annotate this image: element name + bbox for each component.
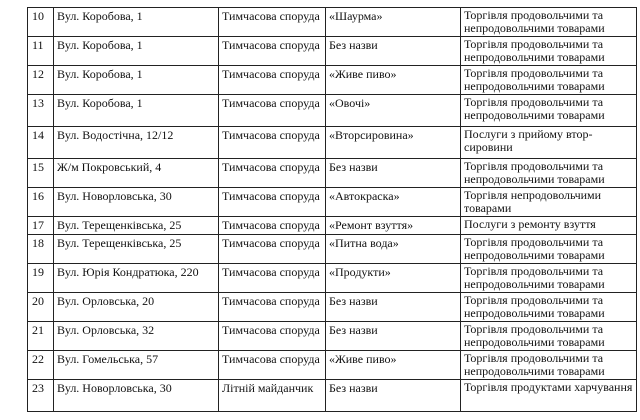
row-number: 17 [28, 217, 54, 235]
row-number: 10 [28, 8, 54, 37]
object-name-cell: Без назви [326, 380, 461, 412]
activity-cell: Торгівля продовольчими та непродовольчими товарами [461, 235, 637, 264]
row-number: 14 [28, 127, 54, 159]
object-name-cell: «Овочі» [326, 95, 461, 127]
table-row [28, 66, 637, 95]
structure-type-cell: Тимчасова споруда [219, 37, 326, 66]
activity-cell: Торгівля продовольчими та непродовольчими товарами [461, 322, 637, 351]
activity-cell: Торгівля продовольчими та непродовольчими товарами [461, 293, 637, 322]
table-row [28, 159, 637, 188]
structure-type-cell: Тимчасова споруда [219, 322, 326, 351]
address-cell: Вул. Коробова, 1 [54, 66, 219, 95]
structure-type-cell: Тимчасова споруда [219, 188, 326, 217]
object-name-cell: Без назви [326, 293, 461, 322]
object-name-cell: Без назви [326, 159, 461, 188]
activity-cell: Торгівля продовольчими та непродовольчими товарами [461, 37, 637, 66]
table-row [28, 264, 637, 293]
activity-cell: Торгівля продовольчими та непродовольчими товарами [461, 159, 637, 188]
activity-cell: Торгівля непродовольчими товарами [461, 188, 637, 217]
table-row [28, 380, 637, 412]
object-name-cell: «Вторсировина» [326, 127, 461, 159]
row-number: 13 [28, 95, 54, 127]
table-row [28, 37, 637, 66]
activity-cell: Торгівля продовольчими та непродовольчими товарами [461, 351, 637, 380]
structure-type-cell: Тимчасова споруда [219, 217, 326, 235]
address-cell: Вул. Орловська, 20 [54, 293, 219, 322]
object-name-cell: «Питна вода» [326, 235, 461, 264]
table-row [28, 322, 637, 351]
structure-type-cell: Тимчасова споруда [219, 66, 326, 95]
table-body [28, 8, 637, 412]
activity-cell: Торгівля продовольчими та непродовольчими товарами [461, 66, 637, 95]
activity-cell: Послуги з ремонту взуття [461, 217, 637, 235]
address-cell: Вул. Новорловська, 30 [54, 188, 219, 217]
row-number: 20 [28, 293, 54, 322]
table-row [28, 351, 637, 380]
structure-type-cell: Тимчасова споруда [219, 264, 326, 293]
address-cell: Вул. Юрія Кондратюка, 220 [54, 264, 219, 293]
row-number: 15 [28, 159, 54, 188]
table-row [28, 217, 637, 235]
object-name-cell: «Продукти» [326, 264, 461, 293]
object-name-cell: «Ремонт взуття» [326, 217, 461, 235]
structure-type-cell: Тимчасова споруда [219, 95, 326, 127]
address-cell: Вул. Коробова, 1 [54, 8, 219, 37]
table-row [28, 235, 637, 264]
structure-type-cell: Літній майданчик [219, 380, 326, 412]
row-number: 16 [28, 188, 54, 217]
object-name-cell: Без назви [326, 37, 461, 66]
structure-type-cell: Тимчасова споруда [219, 293, 326, 322]
row-number: 19 [28, 264, 54, 293]
object-name-cell: «Живе пиво» [326, 351, 461, 380]
locations-table [27, 7, 637, 412]
row-number: 11 [28, 37, 54, 66]
address-cell: Вул. Водостічна, 12/12 [54, 127, 219, 159]
object-name-cell: «Шаурма» [326, 8, 461, 37]
object-name-cell: «Автокраска» [326, 188, 461, 217]
row-number: 21 [28, 322, 54, 351]
structure-type-cell: Тимчасова споруда [219, 127, 326, 159]
activity-cell: Послуги з прийому втор-сировини [461, 127, 637, 159]
address-cell: Вул. Гомельська, 57 [54, 351, 219, 380]
activity-cell: Торгівля продовольчими та непродовольчими товарами [461, 264, 637, 293]
activity-cell: Торгівля продовольчими та непродовольчими товарами [461, 8, 637, 37]
address-cell: Ж/м Покровський, 4 [54, 159, 219, 188]
object-name-cell: Без назви [326, 322, 461, 351]
address-cell: Вул. Терещенківська, 25 [54, 235, 219, 264]
address-cell: Вул. Коробова, 1 [54, 37, 219, 66]
structure-type-cell: Тимчасова споруда [219, 8, 326, 37]
object-name-cell: «Живе пиво» [326, 66, 461, 95]
address-cell: Вул. Терещенківська, 25 [54, 217, 219, 235]
table-row [28, 95, 637, 127]
structure-type-cell: Тимчасова споруда [219, 235, 326, 264]
table-row [28, 127, 637, 159]
activity-cell: Торгівля продуктами харчування [461, 380, 637, 412]
table-row [28, 188, 637, 217]
row-number: 23 [28, 380, 54, 412]
address-cell: Вул. Орловська, 32 [54, 322, 219, 351]
row-number: 12 [28, 66, 54, 95]
structure-type-cell: Тимчасова споруда [219, 351, 326, 380]
structure-type-cell: Тимчасова споруда [219, 159, 326, 188]
address-cell: Вул. Новорловська, 30 [54, 380, 219, 412]
table-row [28, 293, 637, 322]
activity-cell: Торгівля продовольчими та непродовольчими товарами [461, 95, 637, 127]
row-number: 18 [28, 235, 54, 264]
address-cell: Вул. Коробова, 1 [54, 95, 219, 127]
table-row [28, 8, 637, 37]
row-number: 22 [28, 351, 54, 380]
